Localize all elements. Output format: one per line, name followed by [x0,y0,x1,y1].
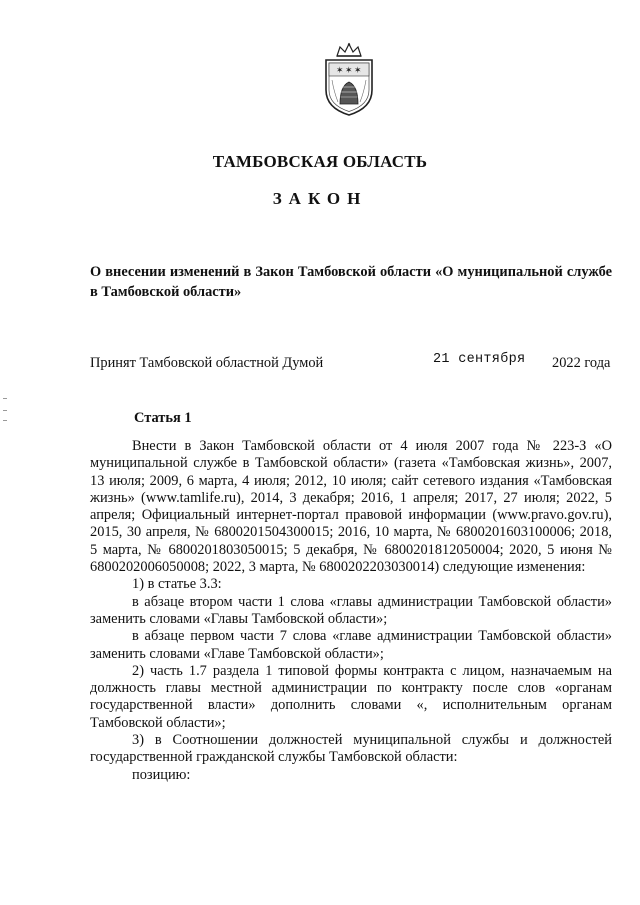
svg-text:✶: ✶ [345,66,353,76]
region-heading: ТАМБОВСКАЯ ОБЛАСТЬ [212,152,428,171]
svg-text:✶: ✶ [336,66,344,76]
scan-mark [3,398,7,399]
paragraph: позицию: [132,766,191,783]
law-heading: ЗАКОН [272,189,368,208]
paragraph: Внести в Закон Тамбовской области от 4 июля 2007 года № 223-З «О муниципальной службе в Тамбовской области» (газета «Тамбовская жизнь», 2007, 13 июля; 2009, 6 марта, 4 июля; 2012, 10 июля; сайт сетевого издания «Тамбовская жизнь» (www.tamlife.ru), 2014, 3 декабря; 2016, 1 апреля; 2017, 27 июля; 2022, 5 апреля; Официальный интернет-портал правовой информации (www.pravo.gov.ru), 2015, 30 апреля, № 6800201504300015; 2016, 10 марта, № 6800201603100006; 2018, 5 марта, № 6800201803050015; 5 декабря, № 6800201812050004; 2020, 5 июня № 6800202006050008; 2022, 3 марта, № 6800202203030014) следующие изменения: [90,438,612,576]
adoption-date: 21 сентября [433,352,526,367]
coat-of-arms-icon [318,42,380,118]
law-title: О внесении изменений в Закон Тамбовской области «О муниципальной службе в Тамбовской области» [90,264,612,300]
adoption-year: 2022 года [552,355,611,371]
adoption-label: Принят Тамбовской областной Думой [90,355,324,371]
article-body [90,438,612,784]
paragraph: 3) в Соотношении должностей муниципальной службы и должностей государственной гражданской службы Тамбовской области: [90,732,612,766]
paragraph: 1) в статье 3.3: [132,576,222,593]
svg-text:✶: ✶ [354,66,362,76]
article-heading: Статья 1 [134,410,192,426]
paragraph: в абзаце втором части 1 слова «главы администрации Тамбовской области» заменить словами «Главы Тамбовской области»; [90,593,612,627]
scan-mark [3,410,7,411]
paragraph: в абзаце первом части 7 слова «главе администрации Тамбовской области» заменить словами «Главе Тамбовской области»; [90,628,612,662]
paragraph: 2) часть 1.7 раздела 1 типовой формы контракта с лицом, назначаемым на должность главы местной администрации по контракту после слов «органам государственной власти» дополнить словами «, исполнительным органам Тамбовской области»; [90,662,612,731]
scan-mark [3,420,7,421]
